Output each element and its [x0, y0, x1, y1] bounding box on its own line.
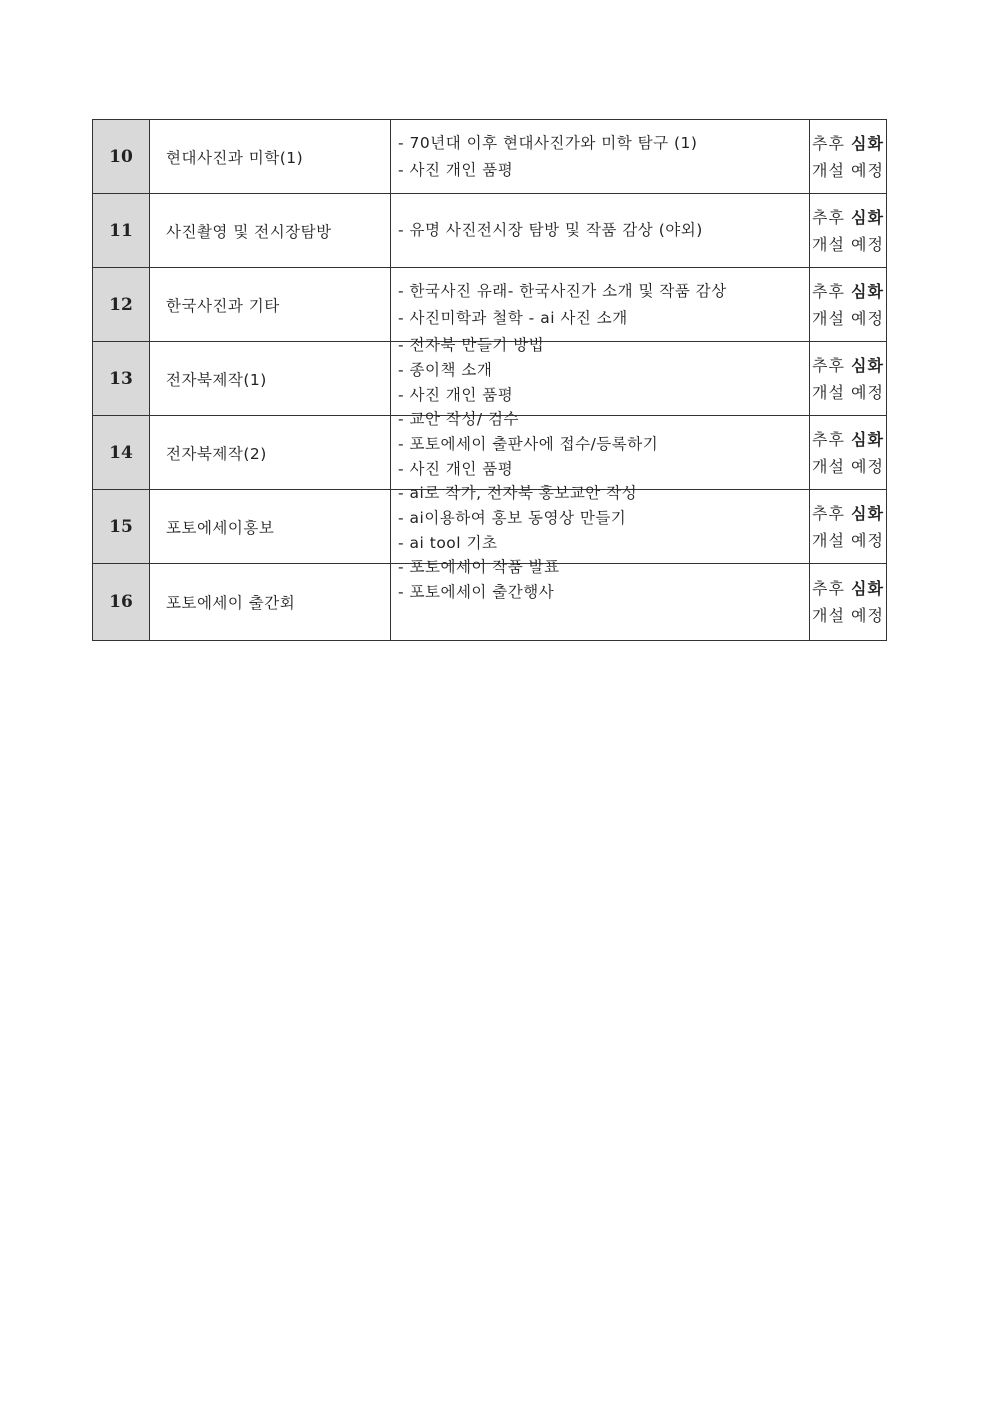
session-number: 12: [93, 268, 150, 342]
content-line: - 포토에세이 작품 발표: [398, 558, 560, 576]
content-line: - ai tool 기초: [398, 534, 498, 552]
session-content: [391, 484, 810, 564]
status-later: 추후: [812, 579, 845, 598]
status-advanced: 심화: [851, 281, 884, 301]
content-line: - 사진 개인 품평: [398, 460, 514, 478]
content-line: - 전자북 만들기 방법: [398, 336, 545, 354]
session-status: [810, 268, 887, 342]
content-line: - 포토에세이 출판사에 접수/등록하기: [398, 435, 659, 453]
status-advanced: 심화: [851, 579, 884, 598]
session-content: [391, 558, 810, 641]
status-later: 추후: [812, 207, 845, 227]
session-status: [810, 120, 887, 194]
session-content: [391, 268, 810, 342]
session-title: 한국사진과 기타: [150, 268, 391, 342]
content-line: - 사진 개인 품평: [398, 386, 514, 404]
content-line: - 사진미학과 철학 - ai 사진 소개: [398, 308, 628, 327]
status-later: 추후: [812, 281, 845, 301]
table-row: [93, 416, 887, 490]
session-number: 13: [93, 342, 150, 416]
session-number: 10: [93, 120, 150, 194]
table-row: [93, 120, 887, 194]
status-planned: 개설 예정: [812, 606, 884, 625]
session-title: 포토에세이홍보: [150, 490, 391, 564]
session-title: 전자북제작(2): [150, 416, 391, 490]
session-status: [810, 564, 887, 641]
status-planned: 개설 예정: [812, 234, 884, 254]
status-planned: 개설 예정: [812, 456, 884, 476]
status-later: 추후: [812, 503, 845, 523]
table-row: [93, 490, 887, 564]
session-status: [810, 194, 887, 268]
status-advanced: 심화: [851, 207, 884, 227]
table-row: [93, 194, 887, 268]
status-advanced: 심화: [851, 355, 884, 375]
session-number: 11: [93, 194, 150, 268]
curriculum-table: [92, 119, 887, 641]
table-row: [93, 342, 887, 416]
content-line: - 종이책 소개: [398, 361, 493, 379]
session-status: [810, 342, 887, 416]
content-line: - 유명 사진전시장 탐방 및 작품 감상 (야외): [398, 221, 703, 240]
status-advanced: 심화: [851, 503, 884, 523]
session-title: 전자북제작(1): [150, 342, 391, 416]
content-line: - ai이용하여 홍보 동영상 만들기: [398, 509, 627, 527]
status-advanced: 심화: [851, 429, 884, 449]
session-content: [391, 336, 810, 416]
status-later: 추후: [812, 133, 845, 153]
session-number: 15: [93, 490, 150, 564]
session-status: [810, 416, 887, 490]
session-content: [391, 410, 810, 490]
status-advanced: 심화: [851, 133, 884, 153]
curriculum-table-container: [92, 119, 887, 641]
table-row: [93, 564, 887, 641]
content-line: - 포토에세이 출간행사: [398, 583, 555, 601]
content-line: - 사진 개인 품평: [398, 160, 514, 179]
status-later: 추후: [812, 355, 845, 375]
session-content: [391, 194, 810, 268]
content-line: - 한국사진 유래- 한국사진가 소개 및 작품 감상: [398, 282, 727, 300]
content-line: - ai로 작가, 전자북 홍보교안 작성: [398, 484, 638, 502]
session-content: [391, 120, 810, 194]
session-title: 사진촬영 및 전시장탐방: [150, 194, 391, 268]
session-status: [810, 490, 887, 564]
status-planned: 개설 예정: [812, 382, 884, 402]
status-planned: 개설 예정: [812, 160, 884, 180]
session-title: 포토에세이 출간회: [150, 564, 391, 641]
status-later: 추후: [812, 429, 845, 449]
session-number: 14: [93, 416, 150, 490]
session-number: 16: [93, 564, 150, 641]
table-row: [93, 268, 887, 342]
status-planned: 개설 예정: [812, 530, 884, 550]
session-title: 현대사진과 미학(1): [150, 120, 391, 194]
content-line: - 교안 작성/ 검수: [398, 410, 519, 428]
status-planned: 개설 예정: [812, 308, 884, 328]
content-line: - 70년대 이후 현대사진가와 미학 탐구 (1): [398, 134, 698, 152]
